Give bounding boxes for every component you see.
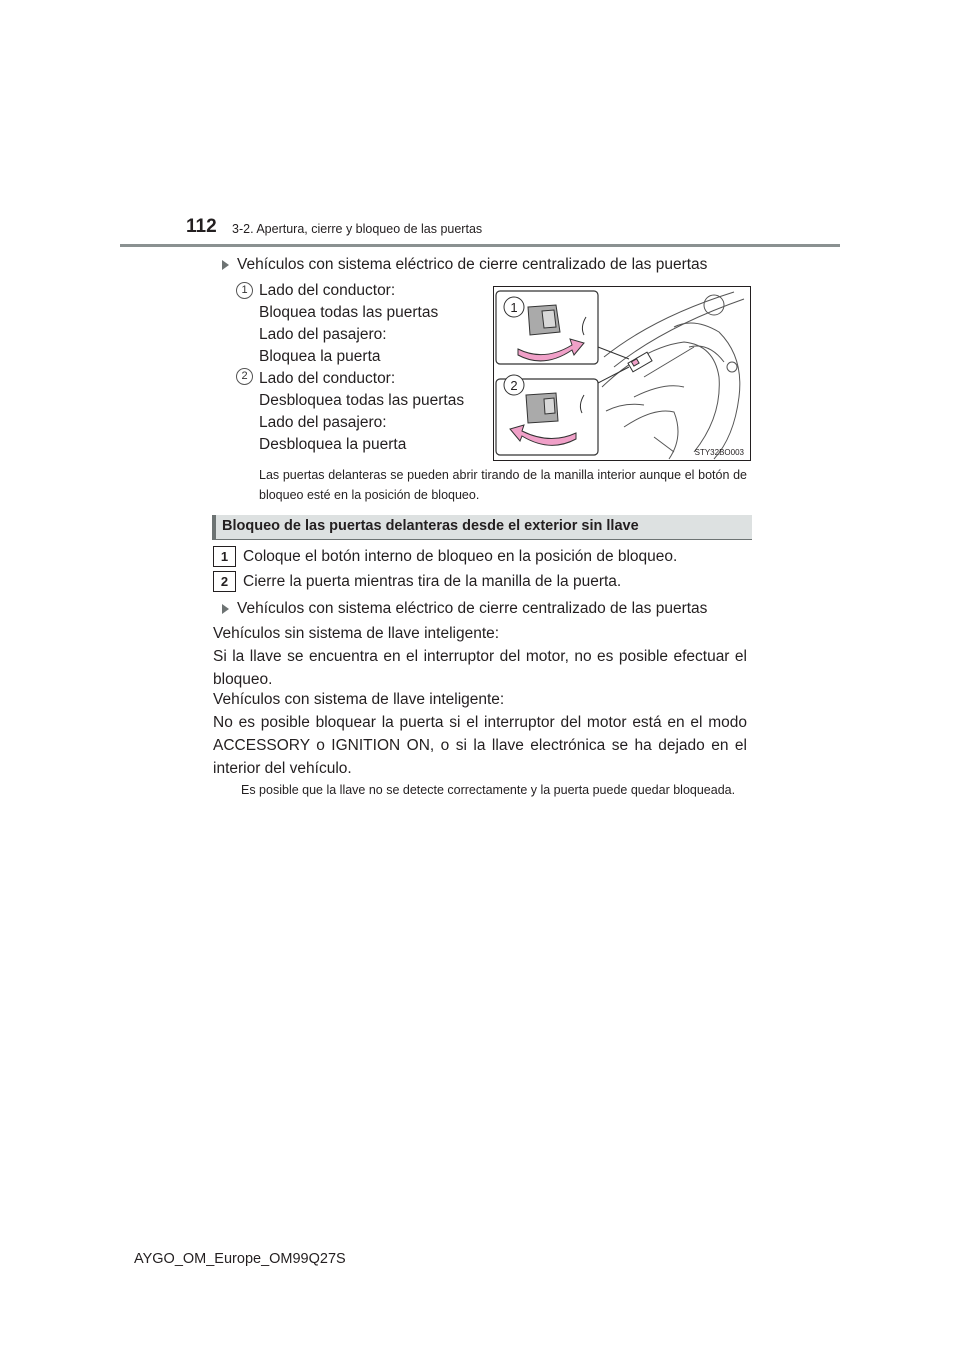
item-1-text bbox=[259, 280, 489, 368]
step-number-2: 2 bbox=[213, 571, 236, 592]
item-1-line: Lado del pasajero: bbox=[259, 326, 387, 343]
bullet-triangle-icon bbox=[222, 260, 229, 270]
bullet-heading-top bbox=[222, 254, 752, 276]
item-number-1: 1 bbox=[236, 282, 253, 299]
bullet-triangle-icon bbox=[222, 604, 229, 614]
door-lock-switch-illustration bbox=[493, 286, 751, 461]
top-note: Las puertas delanteras se pueden abrir tirando de la manilla interior aunque el botón de bloqueo esté en la posición de bloqueo. bbox=[259, 468, 747, 502]
item-1-line: Bloquea todas las puertas bbox=[259, 304, 439, 321]
figure-label-2: 2 bbox=[510, 378, 518, 393]
item-2-text bbox=[259, 368, 489, 456]
item-2-line: Lado del conductor: bbox=[259, 370, 396, 387]
paragraph-smart-key: Vehículos con sistema de llave inteligente: No es posible bloquear la puerta si el interruptor del motor está en el modo ACCESSORY o IGNITION ON, o si la llave electrónica se ha dejado en el interior del vehículo. bbox=[213, 691, 747, 777]
bullet-heading-text: Vehículos con sistema eléctrico de cierre centralizado de las puertas bbox=[237, 600, 708, 617]
header-rule bbox=[120, 244, 840, 247]
step-2-text: Cierre la puerta mientras tira de la manilla de la puerta. bbox=[243, 573, 622, 590]
illustration-svg bbox=[494, 287, 750, 460]
page-number: 112 bbox=[186, 216, 217, 237]
item-2-line: Desbloquea todas las puertas bbox=[259, 392, 465, 409]
item-2-line: Desbloquea la puerta bbox=[259, 436, 407, 453]
item-1-line: Lado del conductor: bbox=[259, 282, 396, 299]
step-1-text: Coloque el botón interno de bloqueo en la posición de bloqueo. bbox=[243, 548, 678, 565]
bottom-note: Es posible que la llave no se detecte correctamente y la puerta puede quedar bloqueada. bbox=[241, 783, 736, 797]
figure-label-1: 1 bbox=[510, 300, 518, 315]
footer-doc-id: AYGO_OM_Europe_OM99Q27S bbox=[134, 1251, 346, 1267]
item-2-line: Lado del pasajero: bbox=[259, 414, 387, 431]
item-number-2: 2 bbox=[236, 368, 253, 385]
figure-code: STY32BO003 bbox=[694, 448, 744, 457]
item-1-line: Bloquea la puerta bbox=[259, 348, 381, 365]
bullet-heading-bottom bbox=[222, 598, 752, 620]
bullet-heading-text: Vehículos con sistema eléctrico de cierre centralizado de las puertas bbox=[237, 256, 708, 273]
subheading-text: Bloqueo de las puertas delanteras desde el exterior sin llave bbox=[222, 518, 639, 534]
paragraph-no-smart-key: Vehículos sin sistema de llave inteligente: Si la llave se encuentra en el interruptor del motor, no es posible efectuar el bloqueo. bbox=[213, 625, 747, 688]
section-title: 3-2. Apertura, cierre y bloqueo de las puertas bbox=[232, 222, 483, 236]
step-number-1: 1 bbox=[213, 546, 236, 567]
